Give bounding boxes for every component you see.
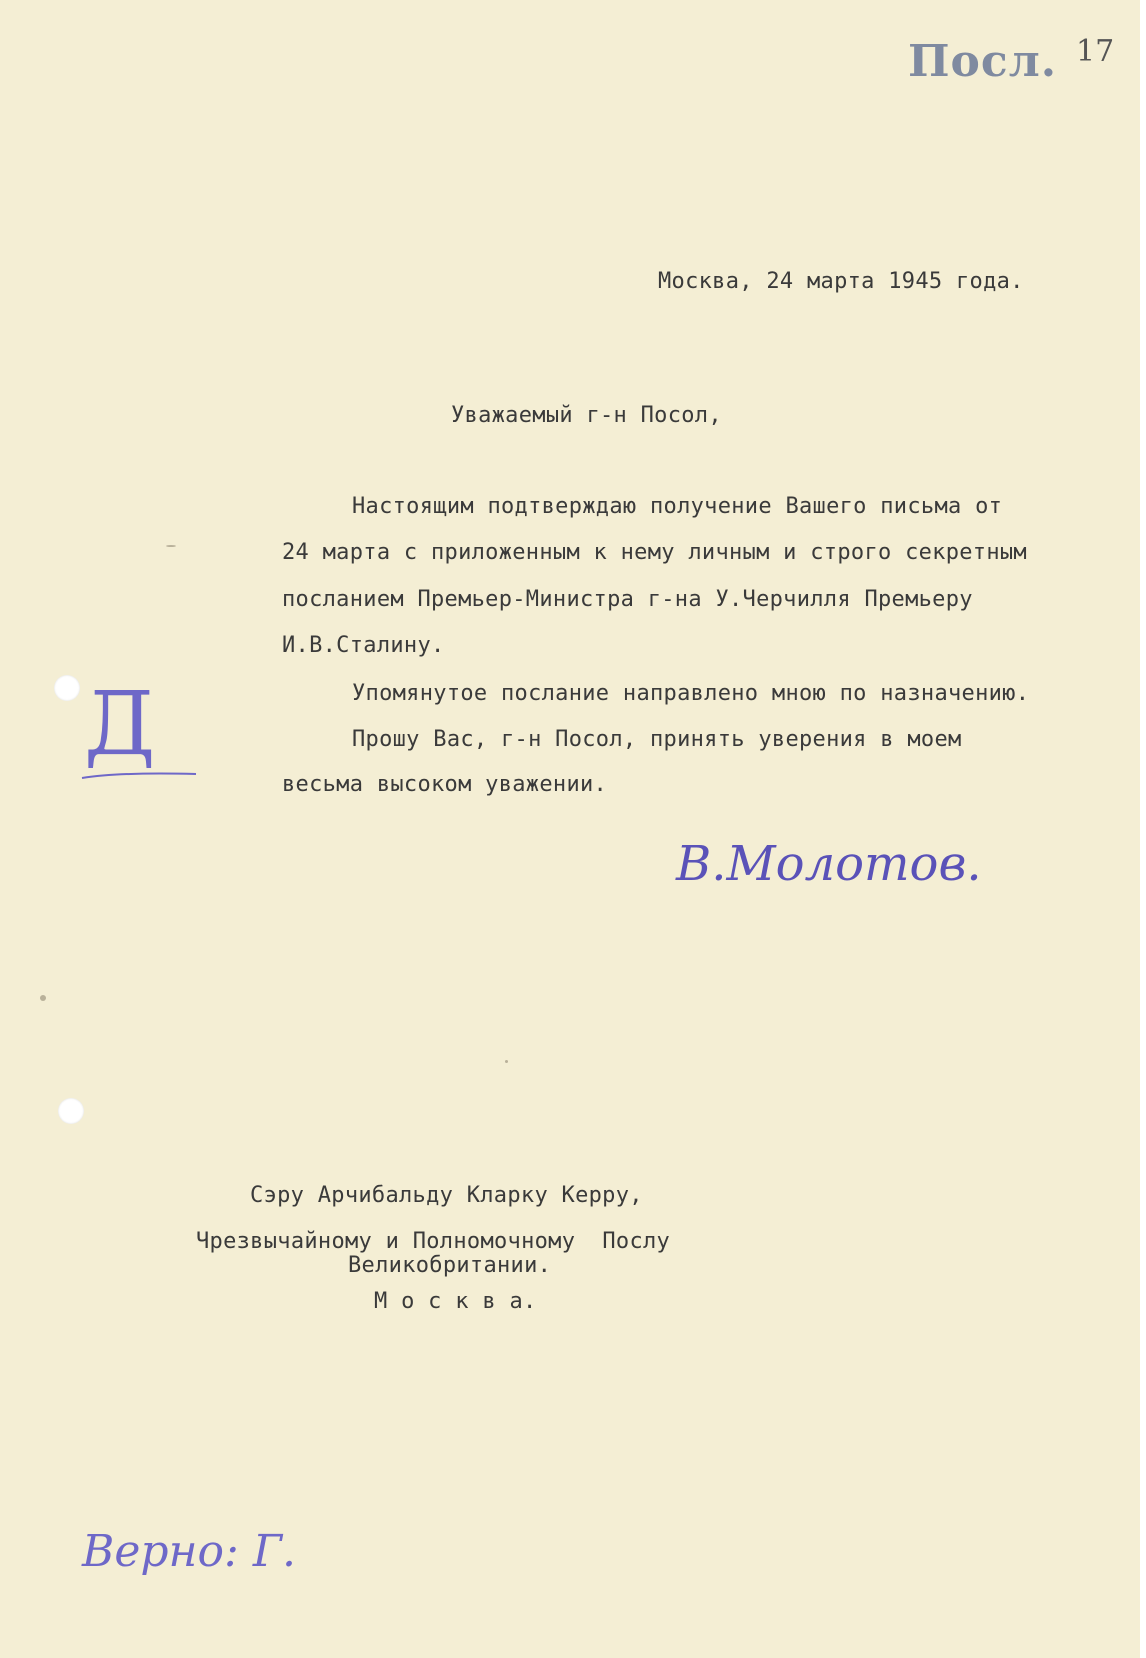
paragraph-3-line-1: Прошу Вас, г-н Посол, принять уверения в моем — [352, 727, 962, 752]
paragraph-2: Упомянутое послание направлено мною по назначению. — [352, 681, 1030, 706]
paper-speck — [166, 545, 176, 547]
signature: В.Молотов. — [676, 836, 982, 892]
certification-mark: Верно: Г. — [82, 1526, 296, 1577]
paper-speck — [505, 1060, 508, 1063]
paragraph-1-line-4: И.В.Сталину. — [282, 633, 445, 658]
addressee-city: М о с к в а. — [374, 1289, 537, 1314]
date-line: Москва, 24 марта 1945 года. — [658, 269, 1024, 294]
paper-speck — [40, 995, 46, 1001]
addressee-name: Сэру Арчибальду Кларку Керру, — [250, 1183, 643, 1208]
paragraph-3-line-2: весьма высоком уважении. — [282, 772, 608, 797]
paragraph-1-line-3: посланием Премьер-Министра г-на У.Черчилля Премьеру — [282, 587, 973, 612]
sheet-number: 17 — [1076, 34, 1115, 69]
punch-hole-top — [54, 675, 80, 701]
archive-label: Посл. — [908, 36, 1058, 87]
punch-hole-bottom — [58, 1098, 84, 1124]
sheet-edge — [1140, 0, 1146, 1658]
initial-mark-underline — [80, 766, 200, 786]
paragraph-1-line-1: Настоящим подтверждаю получение Вашего письма от — [352, 494, 1003, 519]
initial-mark: Д — [84, 672, 156, 775]
addressee-country: Великобритании. — [348, 1253, 552, 1278]
salutation: Уважаемый г-н Посол, — [451, 403, 722, 428]
addressee-title: Чрезвычайному и Полномочному Послу — [196, 1229, 671, 1254]
paragraph-1-line-2: 24 марта с приложенным к нему личным и строго секретным — [282, 540, 1027, 565]
